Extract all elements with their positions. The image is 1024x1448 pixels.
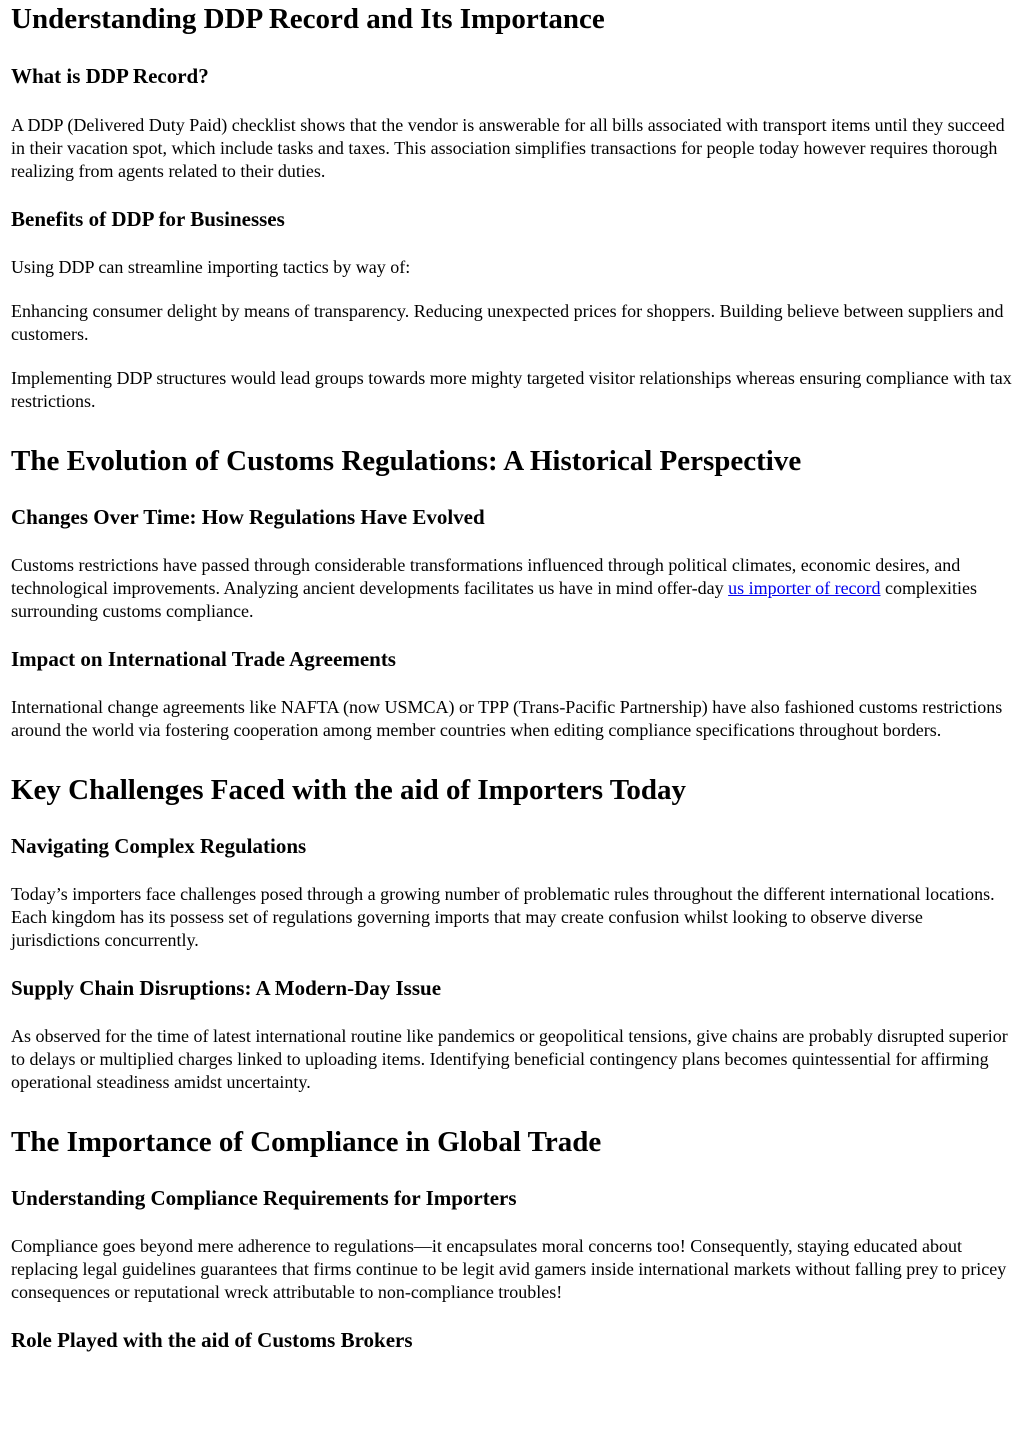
paragraph: Compliance goes beyond mere adherence to regulations—it encapsulates moral concerns too! Consequently, staying educated about replacing legal guidelines guarantees that firms continue to be legit avid gamers inside international markets without falling prey to pricey consequences or reputational wreck attributable to non-compliance troubles!: [11, 1236, 1007, 1302]
section-heading: The Importance of Compliance in Global Trade: [11, 1126, 602, 1158]
section-heading: Key Challenges Faced with the aid of Importers Today: [11, 774, 687, 806]
subsection-heading: Benefits of DDP for Businesses: [11, 207, 285, 231]
article: [0, 2, 1024, 1353]
subsection-heading: Supply Chain Disruptions: A Modern-Day Issue: [11, 976, 442, 1000]
subsection-heading: Understanding Compliance Requirements for Importers: [11, 1186, 517, 1210]
paragraph: As observed for the time of latest international routine like pandemics or geopolitical tensions, give chains are probably disrupted superior to delays or multiplied charges linked to uploading items. Identifying beneficial contingency plans becomes quintessential for affirming operational steadiness amidst uncertainty.: [11, 1026, 1008, 1092]
paragraph: Implementing DDP structures would lead groups towards more mighty targeted visitor relationships whereas ensuring compliance with tax restrictions.: [11, 368, 1012, 411]
section-heading: The Evolution of Customs Regulations: A Historical Perspective: [11, 445, 802, 477]
paragraph: Using DDP can streamline importing tactics by way of:: [11, 257, 411, 277]
importer-of-record-link[interactable]: us importer of record: [728, 578, 881, 598]
paragraph: A DDP (Delivered Duty Paid) checklist shows that the vendor is answerable for all bills associated with transport items until they succeed in their vacation spot, which include tasks and taxes. This association simplifies transactions for people today however requires thorough realizing from agents related to their duties.: [11, 115, 1005, 181]
subsection-heading: Changes Over Time: How Regulations Have Evolved: [11, 505, 485, 529]
paragraph: Enhancing consumer delight by means of transparency. Reducing unexpected prices for shoppers. Building believe between suppliers and customers.: [11, 301, 1004, 344]
subsection-heading: Navigating Complex Regulations: [11, 834, 307, 858]
paragraph: [11, 554, 1013, 623]
paragraph: Today’s importers face challenges posed through a growing number of problematic rules throughout the different international locations. Each kingdom has its possess set of regulations governing imports that may create confusion whilst looking to observe diverse jurisdictions concurrently.: [11, 884, 995, 950]
paragraph: International change agreements like NAFTA (now USMCA) or TPP (Trans-Pacific Partnership) have also fashioned customs restrictions around the world via fostering cooperation among member countries when editing compliance specifications throughout borders.: [11, 697, 1003, 740]
paragraph-text: Customs restrictions have passed through considerable transformations influenced through political climates, economic desires, and technological improvements. Analyzing ancient developments facilitates us have in mind offer-day: [11, 555, 961, 598]
subsection-heading: Impact on International Trade Agreements: [11, 647, 396, 671]
section-heading: Understanding DDP Record and Its Importance: [11, 3, 605, 35]
subsection-heading: What is DDP Record?: [11, 64, 209, 88]
paragraph-text: complexities surrounding customs compliance.: [11, 578, 978, 621]
subsection-heading: Role Played with the aid of Customs Brokers: [11, 1328, 413, 1352]
